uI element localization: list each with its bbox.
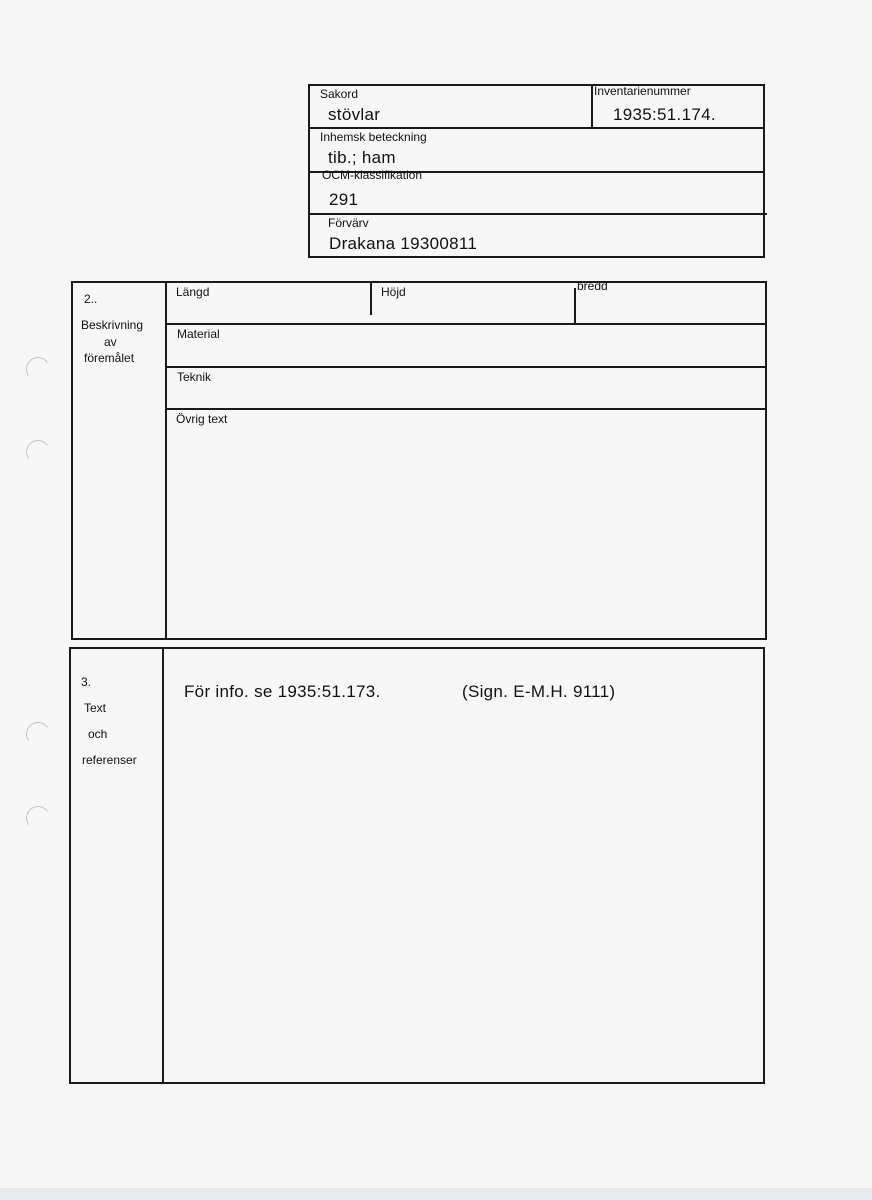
forvarv-value: Drakana 19300811 <box>329 234 478 253</box>
section3-side-divider <box>162 647 164 1084</box>
signature-text: (Sign. E-M.H. 9111) <box>462 682 616 701</box>
punch-hole-3 <box>24 720 52 748</box>
ocm-klassifikation-value: 291 <box>329 190 359 209</box>
section2-row-line-3 <box>165 408 765 410</box>
section3-title-line3: referenser <box>82 753 137 767</box>
punch-hole-1 <box>24 355 52 383</box>
section3-title-line2: och <box>88 727 108 741</box>
sakord-value: stövlar <box>328 105 381 124</box>
section3-box <box>69 647 765 1084</box>
bredd-divider <box>574 288 576 324</box>
section1-divider-vertical <box>591 84 593 128</box>
section2-side-divider <box>165 281 167 640</box>
section2-box <box>71 281 767 640</box>
material-label: Material <box>177 327 220 341</box>
punch-hole-2 <box>24 438 52 466</box>
section1-row-line-3 <box>308 213 767 215</box>
inhemsk-beteckning-label: Inhemsk beteckning <box>320 130 427 144</box>
sakord-label: Sakord <box>320 87 359 101</box>
section2-number: 2.. <box>84 292 98 306</box>
section2-title-line2: av <box>104 335 117 349</box>
section2-title-line3: föremålet <box>84 351 135 365</box>
section1-row-line-1 <box>308 127 765 129</box>
bredd-label: bredd <box>577 279 608 293</box>
forvarv-label: Förvärv <box>328 216 369 230</box>
scan-edge-strip <box>0 1188 872 1200</box>
langd-label: Längd <box>176 285 210 299</box>
hojd-divider <box>370 283 372 315</box>
info-reference-text: För info. se 1935:51.173. <box>184 682 381 701</box>
section3-title-line1: Text <box>84 701 107 715</box>
ocm-klassifikation-label: OCM-klassifikation <box>322 168 423 182</box>
teknik-label: Teknik <box>177 370 212 384</box>
section2-title-line1: Beskrivning <box>81 318 144 332</box>
inventarienummer-label: Inventarienummer <box>594 84 691 98</box>
section2-row-line-1 <box>165 323 765 325</box>
ovrig-text-label: Övrig text <box>176 412 228 426</box>
inhemsk-beteckning-value: tib.; ham <box>328 148 396 167</box>
hojd-label: Höjd <box>381 285 406 299</box>
section3-number: 3. <box>81 675 92 689</box>
inventarienummer-value: 1935:51.174. <box>613 105 716 124</box>
section2-row-line-2 <box>165 366 765 368</box>
punch-hole-4 <box>24 804 52 832</box>
